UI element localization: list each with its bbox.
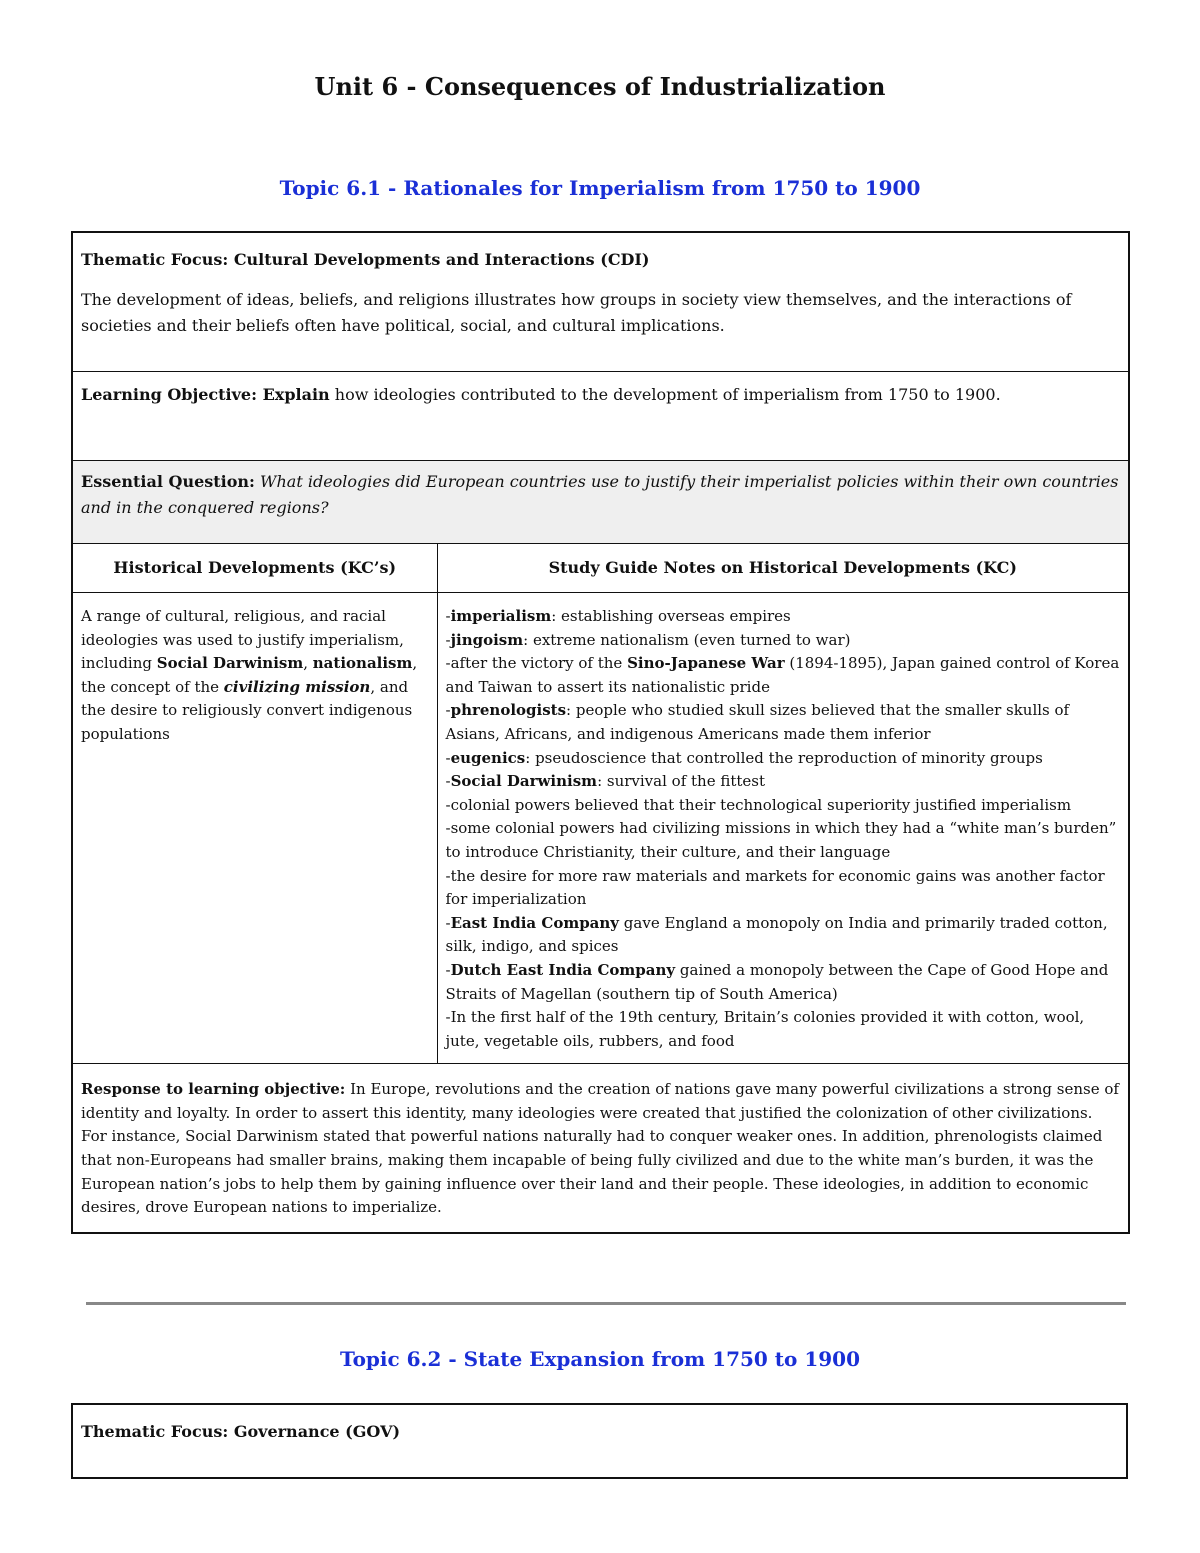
note-item: -phrenologists: people who studied skull sizes believed that the smaller skulls of Asians, Africans, and indigenous Americans made them inferior <box>445 701 1070 743</box>
key-concept-cell <box>72 593 437 1064</box>
note-item: -colonial powers believed that their technological superiority justified imperialism <box>445 795 1072 814</box>
note-item: -jingoism: extreme nationalism (even turned to war) <box>445 630 851 649</box>
note-item: -imperialism: establishing overseas empires <box>445 607 791 625</box>
study-guide-notes-header: Study Guide Notes on Historical Developments (KC) <box>437 544 1129 593</box>
response-cell <box>72 1064 1129 1233</box>
note-item: -some colonial powers had civilizing missions in which they had a “white man’s burden” to introduce Christianity, their culture, and their language <box>445 819 1117 861</box>
note-item: -eugenics: pseudoscience that controlled the reproduction of minority groups <box>445 748 1043 767</box>
topic-6-1-table <box>71 231 1130 1234</box>
thematic-focus-cell <box>72 232 1129 372</box>
kc-bold-nationalism: nationalism <box>312 654 413 673</box>
note-item: -East India Company gave England a monopoly on India and primarily traded cotton, silk, indigo, and spices <box>445 913 1108 956</box>
response-label: Response to learning objective: <box>81 1080 346 1099</box>
topic-6-2-title: Topic 6.2 - State Expansion from 1750 to 1900 <box>339 1347 861 1371</box>
learning-objective-text: how ideologies contributed to the development of imperialism from 1750 to 1900. <box>329 385 1001 404</box>
note-item: -In the first half of the 19th century, Britain’s colonies provided it with cotton, wool, jute, vegetable oils, rubbers, and food <box>445 1008 1085 1050</box>
kc-italic-civilizing-mission: civilizing mission <box>223 677 371 696</box>
kc-bold-social-darwinism: Social Darwinism <box>156 654 304 673</box>
learning-objective-cell <box>72 372 1129 461</box>
kc-text: , the concept of the <box>81 654 418 696</box>
response-text: In Europe, revolutions and the creation of nations gave many powerful civilizations a strong sense of identity and loyalty. In order to assert this identity, many ideologies were created that justified the colonization of other civilizations. For instance, Social Darwinism stated that powerful nations naturally had to conquer weaker ones. In addition, phrenologists claimed that non-Europeans had smaller brains, making them incapable of being fully civilized and due to the white man’s burden, it was the European nation’s jobs to help them by gaining influence over their land and their people. These ideologies, in addition to economic desires, drove European nations to imperialize. <box>81 1080 1119 1217</box>
note-item: -the desire for more raw materials and markets for economic gains was another factor for imperialization <box>445 866 1105 909</box>
kc-text: , <box>303 654 313 673</box>
thematic-focus-label: Thematic Focus: Cultural Developments and Interactions (CDI) <box>81 250 650 269</box>
essential-question-cell <box>72 461 1129 544</box>
kc-text: A range of cultural, religious, and racial ideologies was used to justify imperialism, including <box>81 607 404 673</box>
page-title: Unit 6 - Consequences of Industrialization <box>314 72 886 101</box>
thematic-focus-text: The development of ideas, beliefs, and religions illustrates how groups in society view themselves, and the interactions of societies and their beliefs often have political, social, and cultural implications. <box>81 290 1072 335</box>
thematic-focus-cell <box>72 1404 1127 1478</box>
historical-developments-header: Historical Developments (KC’s) <box>72 544 437 593</box>
note-item: -Social Darwinism: survival of the fittest <box>445 772 766 791</box>
kc-text: , and the desire to religiously convert indigenous populations <box>81 677 413 743</box>
learning-objective-label: Learning Objective: Explain <box>81 385 330 404</box>
topic-6-1-title: Topic 6.1 - Rationales for Imperialism from 1750 to 1900 <box>279 176 921 200</box>
study-guide-notes-cell <box>437 593 1129 1064</box>
essential-question-label: Essential Question: <box>81 472 255 491</box>
essential-question-text: What ideologies did European countries use to justify their imperialist policies within their own countries and in the conquered regions? <box>81 472 1119 517</box>
note-item: -Dutch East India Company gained a monopoly between the Cape of Good Hope and Straits of Magellan (southern tip of South America) <box>445 960 1109 1003</box>
note-item: -after the victory of the Sino-Japanese War (1894-1895), Japan gained control of Korea and Taiwan to assert its nationalistic pride <box>445 654 1120 696</box>
topic-6-2-table <box>71 1403 1128 1479</box>
section-divider <box>86 1302 1126 1305</box>
thematic-focus-label: Thematic Focus: Governance (GOV) <box>81 1422 401 1441</box>
